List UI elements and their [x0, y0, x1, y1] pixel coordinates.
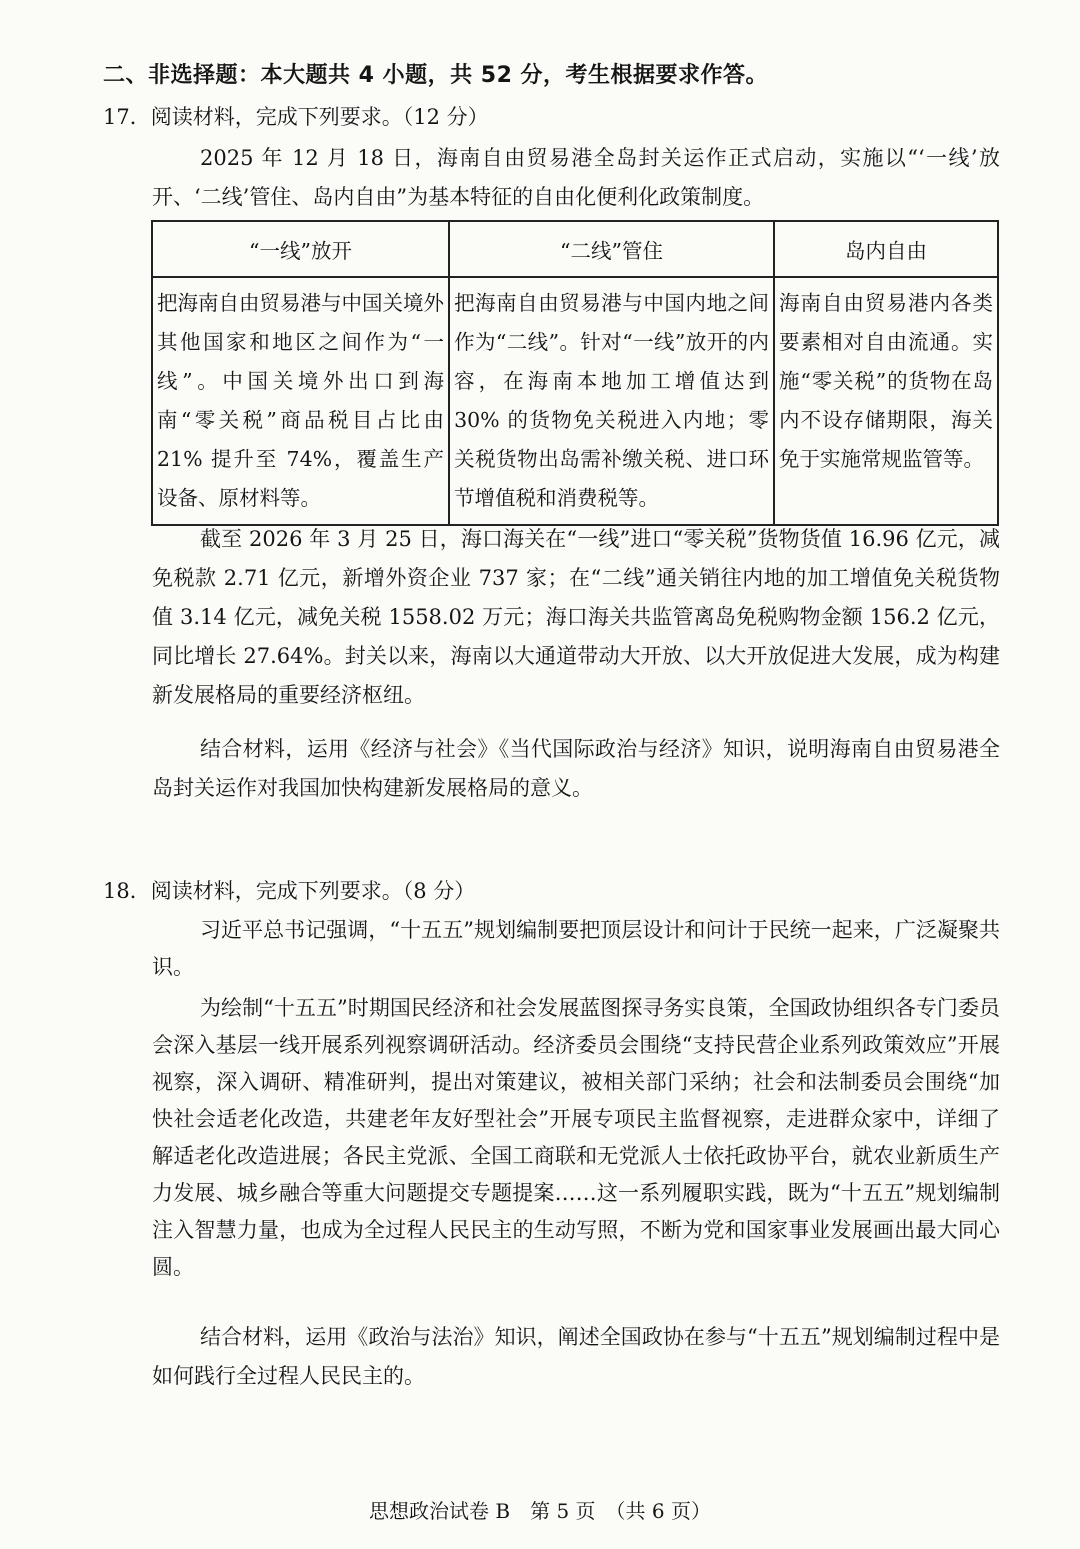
question-18-paragraph-1: 习近平总书记强调，“十五五”规划编制要把顶层设计和问计于民统一起来，广泛凝聚共识。	[152, 918, 1000, 979]
header-first-line: “一线”放开	[152, 221, 449, 277]
cell-second-line: 把海南自由贸易港与中国内地之间作为“二线”。针对“一线”放开的内容，在海南本地加工增值达到 30% 的货物免关税进入内地；零关税货物出岛需补缴关税、进口环节增值税和消费税等。	[449, 277, 774, 525]
policy-table	[151, 220, 999, 526]
question-18-prompt: 结合材料，运用《政治与法治》知识，阐述全国政协在参与“十五五”规划编制过程中是如何践行全过程人民民主的。	[152, 1325, 1000, 1388]
header-second-line: “二线”管住	[449, 221, 774, 277]
question-17-intro: 2025 年 12 月 18 日，海南自由贸易港全岛封关运作正式启动，实施以“‘一线’放开、‘二线’管住、岛内自由”为基本特征的自由化便利化政策制度。	[152, 146, 1000, 209]
question-18-title: 18．阅读材料，完成下列要求。（8 分）	[103, 879, 476, 903]
question-17-prompt: 结合材料，运用《经济与社会》《当代国际政治与经济》知识，说明海南自由贸易港全岛封关运作对我国加快构建新发展格局的意义。	[152, 737, 1000, 800]
question-17-data-paragraph: 截至 2026 年 3 月 25 日，海口海关在“一线”进口“零关税”货物货值 16.96 亿元，减免税款 2.71 亿元，新增外资企业 737 家；在“二线”通关销往内地的加工增值免关税货物值 3.14 亿元，减免关税 1558.02 万元；海口海关共监管离岛免税购物金额 156.2 亿元，同比增长 27.64%。封关以来，海南以大通道带动大开放、以大开放促进大发展，成为构建新发展格局的重要经济枢纽。	[152, 527, 1000, 707]
question-17-title: 17．阅读材料，完成下列要求。（12 分）	[103, 105, 489, 129]
section-heading: 二、非选择题：本大题共 4 小题，共 52 分，考生根据要求作答。	[103, 63, 769, 88]
question-18-paragraph-2: 为绘制“十五五”时期国民经济和社会发展蓝图探寻务实良策，全国政协组织各专门委员会深入基层一线开展系列视察调研活动。经济委员会围绕“支持民营企业系列政策效应”开展视察，深入调研、精准研判，提出对策建议，被相关部门采纳；社会和法制委员会围绕“加快社会适老化改造，共建老年友好型社会”开展专项民主监督视察，走进群众家中，详细了解适老化改造进展；各民主党派、全国工商联和无党派人士依托政协平台，就农业新质生产力发展、城乡融合等重大问题提交专题提案……这一系列履职实践，既为“十五五”规划编制注入智慧力量，也成为全过程人民民主的生动写照，不断为党和国家事业发展画出最大同心圆。	[152, 996, 1000, 1279]
cell-island-freedom: 海南自由贸易港内各类要素相对自由流通。实施“零关税”的货物在岛内不设存储期限，海关免于实施常规监管等。	[774, 277, 998, 525]
policy-table-body-row	[152, 277, 998, 525]
cell-first-line: 把海南自由贸易港与中国关境外其他国家和地区之间作为“一线”。中国关境外出口到海南“零关税”商品税目占比由 21% 提升至 74%，覆盖生产设备、原材料等。	[152, 277, 449, 525]
page-footer: 思想政治试卷 B 第 5 页 （共 6 页）	[369, 1499, 711, 1523]
policy-table-header-row	[152, 221, 998, 277]
header-island-freedom: 岛内自由	[774, 221, 998, 277]
